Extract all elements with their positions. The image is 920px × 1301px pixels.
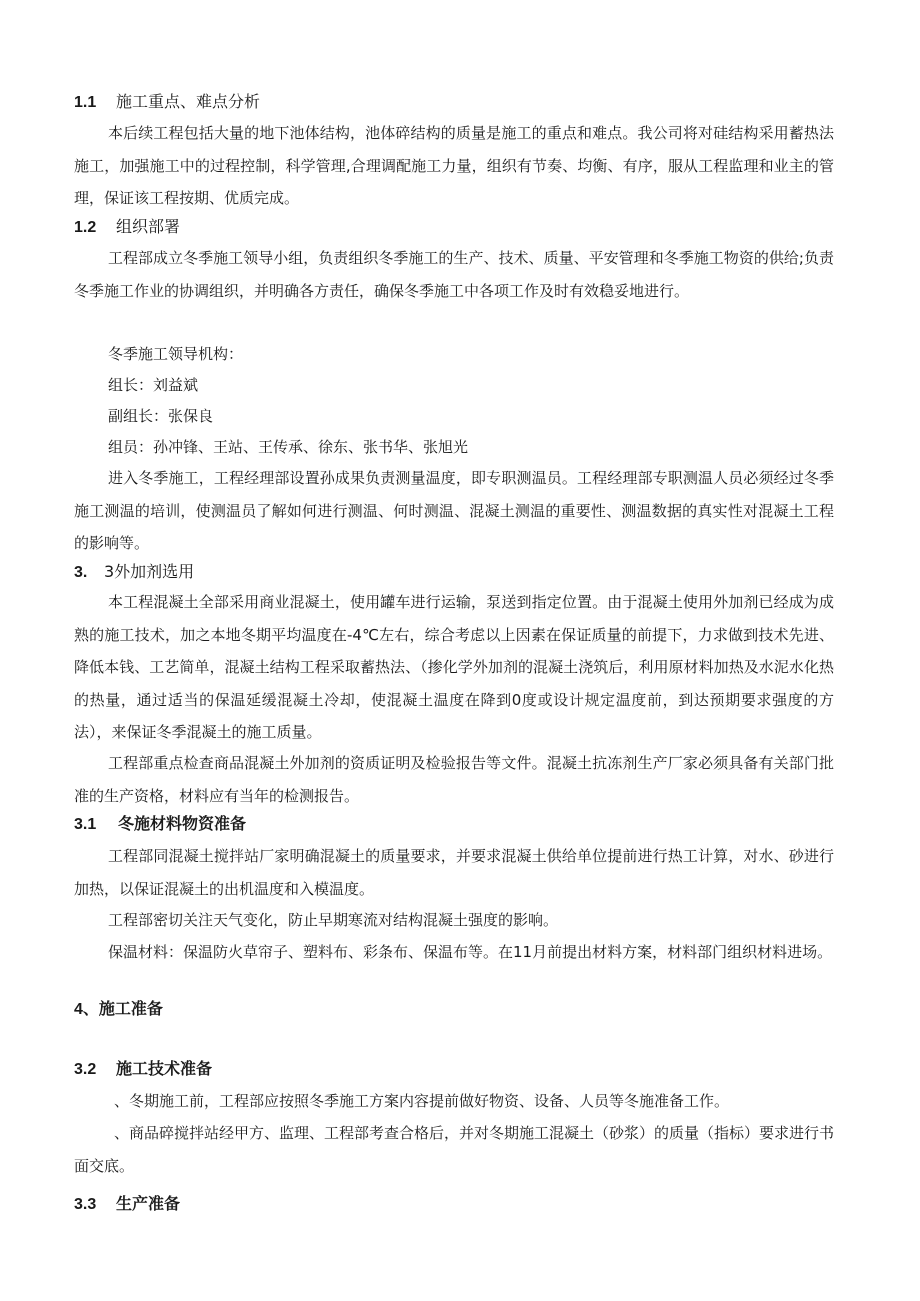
heading-3-3 bbox=[74, 1193, 180, 1216]
org-members: 组员：孙冲锋、王站、王传承、徐东、张书华、张旭光 bbox=[108, 438, 469, 456]
heading-number: 3.3 bbox=[74, 1196, 97, 1213]
paragraph: 、冬期施工前，工程部应按照冬季施工方案内容提前做好物资、设备、人员等冬施准备工作。 bbox=[114, 1092, 730, 1110]
paragraph: 工程部成立冬季施工领导小组，负责组织冬季施工的生产、技术、质量、平安管理和冬季施工物资的供给;负责冬季施工作业的协调组织，并明确各方责任，确保冬季施工中各项工作及时有效稳妥地进行。 bbox=[74, 249, 834, 300]
heading-3-3-additives bbox=[74, 561, 194, 584]
heading-title: 3外加剂选用 bbox=[104, 562, 195, 581]
org-deputy: 副组长：张保良 bbox=[108, 407, 214, 425]
heading-number: 3.2 bbox=[74, 1061, 97, 1078]
org-leader: 组长：刘益斌 bbox=[108, 376, 199, 394]
heading-3-2 bbox=[74, 1058, 212, 1081]
heading-title: 施工重点、难点分析 bbox=[116, 92, 261, 111]
heading-title: 冬施材料物资准备 bbox=[118, 814, 247, 833]
paragraph: 本后续工程包括大量的地下池体结构，池体碎结构的质量是施工的重点和难点。我公司将对硅结构采用蓄热法施工，加强施工中的过程控制，科学管理,合理调配施工力量，组织有节奏、均衡、有序，服从工程监理和业主的管理，保证该工程按期、优质完成。 bbox=[74, 124, 834, 207]
heading-title: 施工技术准备 bbox=[116, 1059, 213, 1078]
heading-1-2 bbox=[74, 216, 180, 239]
org-title: 冬季施工领导机构： bbox=[108, 345, 244, 363]
heading-number: 1.1 bbox=[74, 94, 97, 111]
heading-title: 组织部署 bbox=[116, 217, 181, 236]
paragraph: 、商品碎搅拌站经甲方、监理、工程部考查合格后，并对冬期施工混凝土（砂浆）的质量（指标）要求进行书面交底。 bbox=[74, 1124, 835, 1175]
heading-1-1 bbox=[74, 91, 260, 114]
paragraph: 工程部同混凝土搅拌站厂家明确混凝土的质量要求，并要求混凝土供给单位提前进行热工计算，对水、砂进行加热，以保证混凝土的出机温度和入模温度。 bbox=[74, 847, 834, 898]
paragraph: 进入冬季施工，工程经理部设置孙成果负责测量温度，即专职测温员。工程经理部专职测温人员必须经过冬季施工测温的培训，使测温员了解如何进行测温、何时测温、混凝土测温的重要性、测温数据的真实性对混凝土工程的影响等。 bbox=[74, 469, 834, 552]
paragraph: 工程部重点检查商品混凝土外加剂的资质证明及检验报告等文件。混凝土抗冻剂生产厂家必须具备有关部门批准的生产资格，材料应有当年的检测报告。 bbox=[74, 754, 834, 805]
heading-number: 4 bbox=[74, 1001, 83, 1018]
paragraph: 保温材料：保温防火草帘子、塑料布、彩条布、保温布等。在11月前提出材料方案，材料部门组织材料进场。 bbox=[108, 943, 833, 961]
heading-number: 3. bbox=[74, 564, 88, 581]
heading-title: 生产准备 bbox=[116, 1194, 181, 1213]
heading-4 bbox=[74, 998, 163, 1021]
heading-number: 1.2 bbox=[74, 219, 97, 236]
heading-number: 3.1 bbox=[74, 816, 97, 833]
heading-title: 、施工准备 bbox=[82, 999, 163, 1018]
paragraph: 工程部密切关注天气变化，防止早期寒流对结构混凝土强度的影响。 bbox=[108, 911, 559, 929]
paragraph: 本工程混凝土全部采用商业混凝土，使用罐车进行运输，泵送到指定位置。由于混凝土使用外加剂已经成为成熟的施工技术，加之本地冬期平均温度在-4℃左右，综合考虑以上因素在保证质量的前提下，力求做到技术先进、降低本钱、工艺简单，混凝土结构工程采取蓄热法、（掺化学外加剂的混凝土浇筑后，利用原材料加热及水泥水化热的热量，通过适当的保温延缓混凝土冷却，使混凝土温度在降到0度或设计规定温度前，到达预期要求强度的方法），来保证冬季混凝土的施工质量。 bbox=[74, 593, 834, 741]
heading-3-1 bbox=[74, 813, 246, 836]
